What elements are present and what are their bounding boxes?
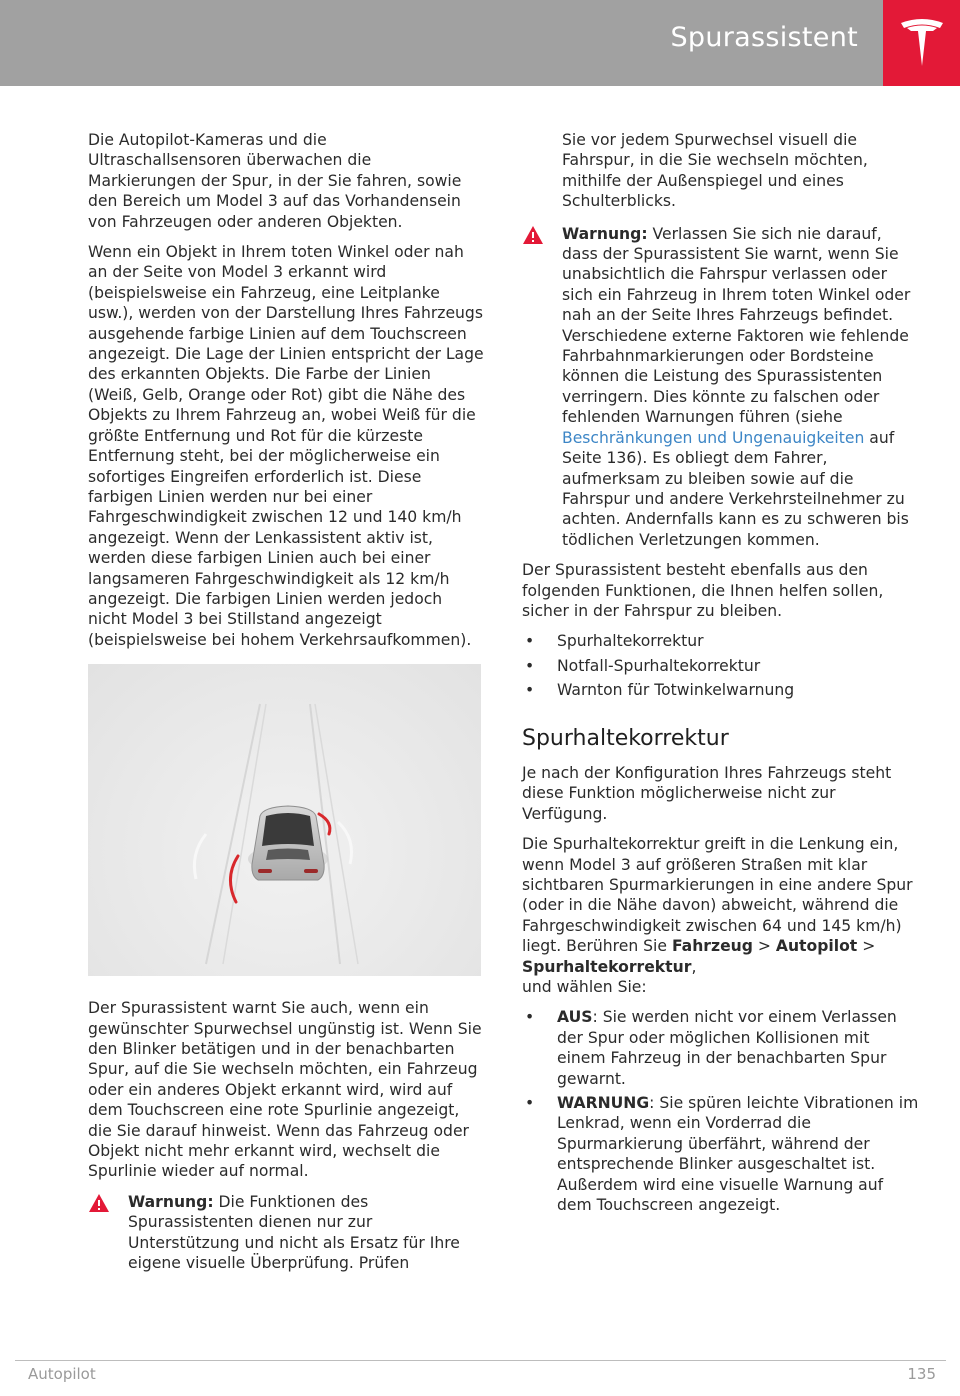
option-label: WARNUNG: [557, 1094, 650, 1113]
option-label: AUS: [557, 1008, 593, 1027]
limitations-link[interactable]: Beschränkungen und Ungenauigkeiten: [562, 428, 865, 447]
option-off: [522, 1007, 922, 1089]
warning-text-a: Verlassen Sie sich nie darauf, dass der Spurassistent Sie warnt, wenn Sie unabsichtlich die Fahrspur verlassen oder sich ein Fahrzeug in Ihrem toten Winkel oder nah an der Seite Ihres Fahrzeugs befindet. Verschiedene externe Faktoren wie fehlende Fahrbahnmarkierungen oder Bordsteine können die Leistung des Spurassistenten verringern. Dies könnte zu falschen oder fehlenden Warnungen führen (siehe: [562, 224, 911, 427]
warning-box-2: [522, 224, 922, 551]
warning-box-1: [88, 1192, 484, 1274]
warning-label: Warnung:: [128, 1192, 214, 1211]
intervene-paragraph: [522, 834, 922, 997]
warning-text-b: auf Seite 136). Es obliegt dem Fahrer, aufmerksam zu bleiben sowie auf die Fahrspur und andere Verkehrsteilnehmer zu achten. Andernfalls kann es zu schweren bis tödlichen Verletzungen kommen.: [562, 428, 909, 549]
footer-section: Autopilot: [28, 1365, 96, 1383]
page-header: [0, 0, 960, 86]
warning-continuation-text: Sie vor jedem Spurwechsel visuell die Fahrspur, in die Sie wechseln möchten, mithilfe der Außenspiegel und eines Schulterblicks.: [562, 131, 868, 211]
option-text: : Sie spüren leichte Vibrationen im Lenkrad, wenn ein Vorderrad die Spurmarkierung überfährt, während der entsprechende Blinker ausgeschaltet ist. Außerdem wird eine visuelle Warnung auf dem Touchscreen angezeigt.: [557, 1094, 919, 1215]
tesla-logo: [883, 0, 960, 86]
footer-divider: [15, 1360, 946, 1361]
list-item: • Warnton für Totwinkelwarnung: [522, 680, 922, 700]
section-heading: Spurhaltekorrektur: [522, 725, 729, 751]
intro-paragraph: Die Autopilot-Kameras und die Ultraschallsensoren überwachen die Markierungen der Spur, in der Sie fahren, sowie den Bereich um Model 3 auf das Vorhandensein von Fahrzeugen oder anderen Objekten.: [88, 131, 462, 231]
options-list: [522, 1007, 922, 1215]
path-end: ,: [691, 957, 697, 976]
menu-path-autopilot: Autopilot: [775, 937, 858, 956]
header-title: Spurassistent: [670, 22, 858, 53]
warning-text: Die Funktionen des Spurassistenten dienen nur zur Unterstützung und nicht als Ersatz für Ihre eigene visuelle Überprüfung. Prüfen: [128, 1192, 460, 1273]
menu-path-lane-keep: Spurhaltekorrektur: [522, 957, 692, 976]
lane-change-paragraph: Der Spurassistent warnt Sie auch, wenn ein gewünschter Spurwechsel ungünstig ist. Wenn Sie den Blinker betätigen und in der benachbarten Spur, auf die Sie wechseln möchten, ein Fahrzeug oder ein anderes Objekt erkannt wird, wird auf dem Touchscreen eine rote Spurlinie angezeigt, die Sie darauf hinweist. Wenn das Fahrzeug oder Objekt nicht mehr erkannt wird, wechselt die Spurlinie wieder auf normal.: [88, 999, 482, 1181]
warning-icon: [522, 225, 544, 245]
choose-text: und wählen Sie:: [522, 978, 647, 997]
functions-paragraph: Der Spurassistent besteht ebenfalls aus den folgenden Funktionen, die Ihnen helfen sollen, sicher in der Fahrspur zu bleiben.: [522, 561, 884, 620]
intervene-text: Die Spurhaltekorrektur greift in die Lenkung ein, wenn Model 3 auf größeren Straßen mit klar sichtbaren Spurmarkierungen in eine andere Spur (oder in die Nähe davon) abweicht, während die Fahrgeschwindigkeit zwischen 64 und 145 km/h) liegt. Berühren Sie: [522, 835, 913, 956]
page-number: 135: [907, 1365, 936, 1383]
tesla-logo-icon: [899, 18, 945, 68]
menu-path-vehicle: Fahrzeug: [671, 937, 753, 956]
functions-list: [522, 631, 922, 700]
config-paragraph: Je nach der Konfiguration Ihres Fahrzeugs steht diese Funktion möglicherweise nicht zur Verfügung.: [522, 763, 892, 823]
option-text: : Sie werden nicht vor einem Verlassen der Spur oder möglichen Kollisionen mit einem Fahrzeug in der benachbarten Spur gewarnt.: [557, 1008, 897, 1088]
list-item: • Notfall-Spurhaltekorrektur: [522, 656, 922, 676]
right-column: [522, 130, 922, 1234]
list-item: • Spurhaltekorrektur: [522, 631, 922, 651]
option-warning: [522, 1093, 922, 1215]
lane-assist-illustration: [88, 664, 481, 976]
blind-spot-paragraph: Wenn ein Objekt in Ihrem toten Winkel oder nah an der Seite von Model 3 erkannt wird (beispielsweise ein Fahrzeug, eine Leitplanke usw.), werden von der Darstellung Ihres Fahrzeugs ausgehende farbige Linien auf dem Touchscreen angezeigt. Die Lage der Linien entspricht der Lage des erkannten Objekts. Die Farbe der Linien (Weiß, Gelb, Orange oder Rot) gibt die Nähe des Objekts zu Ihrem Fahrzeug an, wobei Weiß für die größte Entfernung und Rot für die kürzeste Entfernung steht, bei der möglicherweise ein sofortiges Eingreifen erforderlich ist. Diese farbigen Linien werden nur bei einer Fahrgeschwindigkeit zwischen 12 und 140 km/h angezeigt. Wenn der Lenkassistent aktiv ist, werden diese farbigen Linien auch bei einer langsameren Fahrgeschwindigkeit als 12 km/h angezeigt. Die farbigen Linien werden jedoch nicht Model 3 bei Stillstand angezeigt (beispielsweise bei hohem Verkehrsaufkommen).: [88, 243, 484, 649]
warning-icon: [88, 1193, 110, 1213]
path-separator: >: [857, 937, 876, 956]
car-on-road-illustration: [88, 664, 481, 976]
warning-continuation: [522, 130, 922, 212]
left-column: [88, 130, 484, 1283]
warning-label: Warnung:: [562, 224, 648, 243]
path-separator: >: [752, 937, 776, 956]
